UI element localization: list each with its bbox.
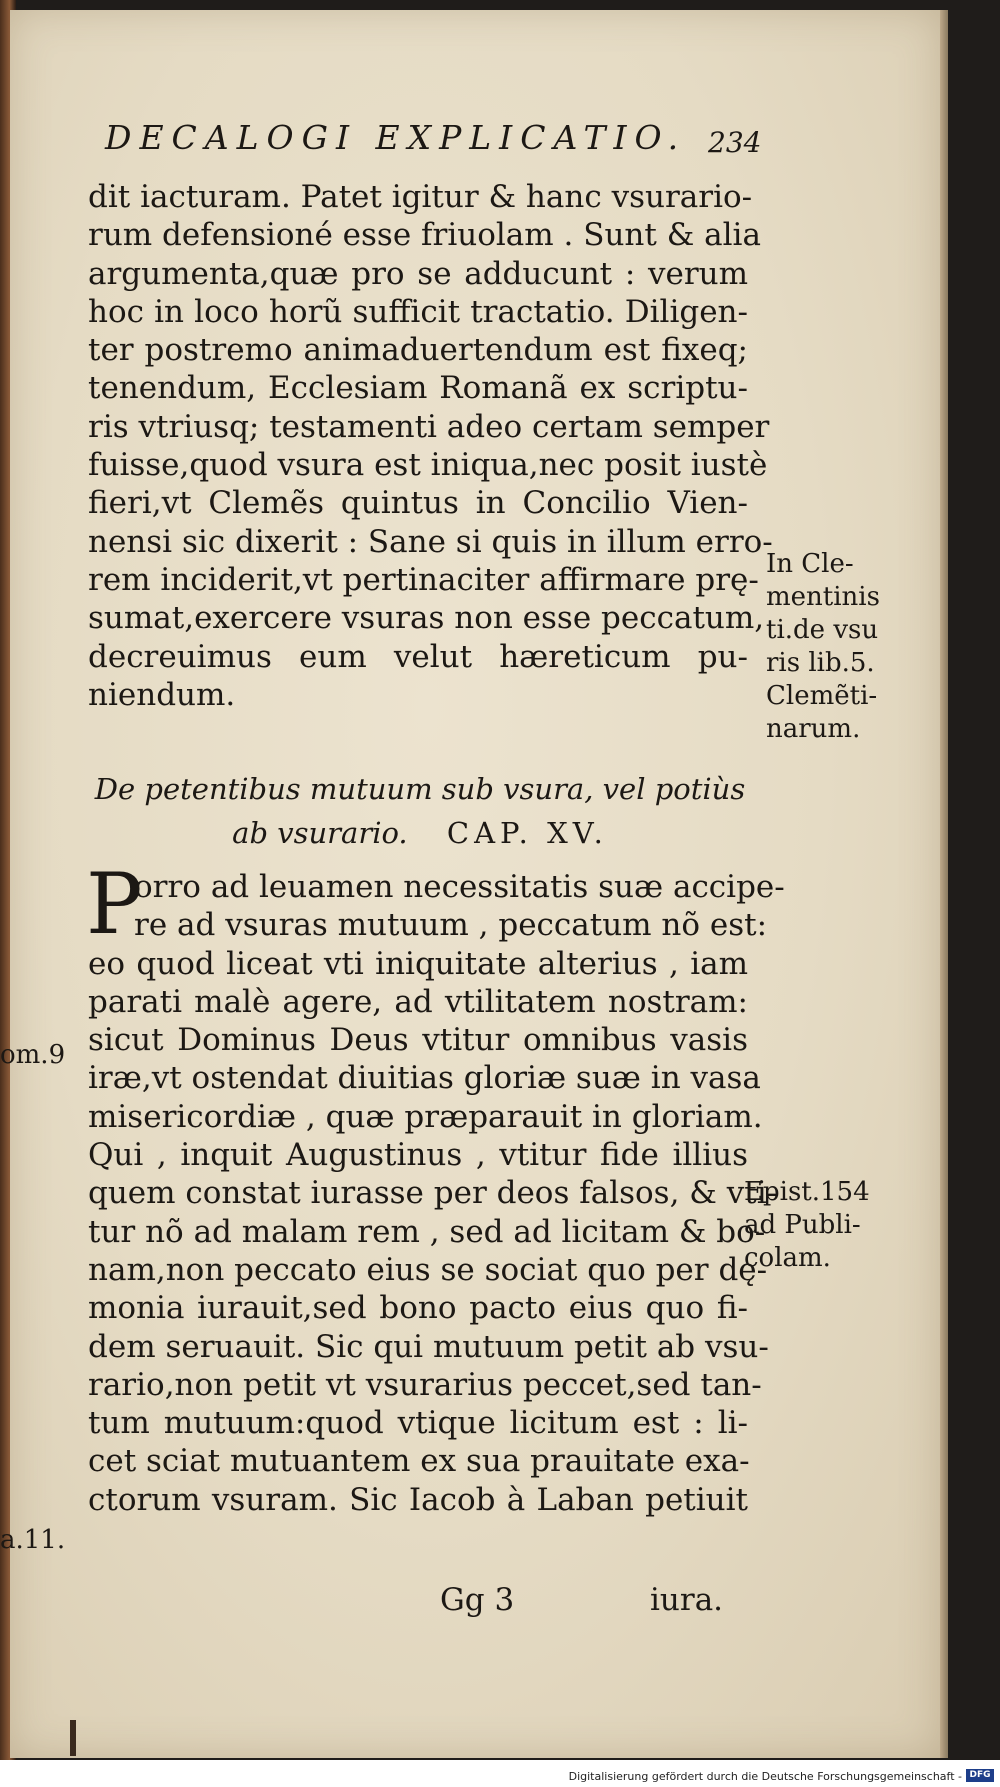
- text-line: niendum.: [88, 676, 236, 713]
- margin-note-line: narum.: [766, 714, 861, 744]
- text-line: eo quod liceat vti iniquitate alterius , iam: [88, 945, 748, 982]
- text-line: ctorum vsuram. Sic Iacob à Laban petiuit: [88, 1481, 748, 1518]
- text-line: sumat,exercere vsuras non esse peccatum,: [88, 600, 765, 637]
- text-block-body: [88, 868, 785, 1519]
- margin-note-line: colam.: [744, 1243, 831, 1273]
- margin-note-line: mentinis: [766, 582, 880, 612]
- running-head: DECALOGI EXPLICATIO.: [105, 118, 687, 157]
- margin-note-line: ti.de vsu: [766, 615, 879, 645]
- text-block-top: [88, 178, 773, 714]
- margin-note-clementinis: [766, 548, 880, 746]
- margin-note-line: In Cle-: [766, 549, 854, 579]
- text-line: misericordiæ , quæ præparauit in gloriam.: [88, 1098, 763, 1135]
- margin-note-rom: om.9: [0, 1040, 66, 1070]
- text-line: ter postremo animaduertendum est fixeq;: [88, 332, 748, 369]
- dfg-logo: DFG: [966, 1769, 994, 1782]
- text-line: rario,non petit vt vsurarius peccet,sed tan-: [88, 1366, 762, 1403]
- chapter-title: [80, 767, 760, 855]
- text-line: monia iurauit,sed bono pacto eius quo fi-: [88, 1290, 748, 1327]
- catchword: iura.: [650, 1582, 724, 1618]
- chapter-title-line2-wrap: [80, 811, 760, 855]
- margin-note-epist: [744, 1176, 870, 1275]
- text-line: rum defensioné esse friuolam . Sunt & alia: [88, 217, 761, 254]
- text-line: Qui , inquit Augustinus , vtitur fide illius: [88, 1137, 748, 1174]
- page-number: 234: [708, 126, 762, 159]
- text-line: dit iacturam. Patet igitur & hanc vsurario-: [88, 179, 753, 215]
- text-line: fuisse,quod vsura est iniqua,nec posit iustè: [88, 447, 768, 484]
- text-line: sicut Dominus Deus vtitur omnibus vasis: [88, 1022, 748, 1059]
- text-line: hoc in loco horũ sufficit tractatio. Diligen-: [88, 293, 748, 330]
- signature-mark: Gg 3: [440, 1582, 515, 1618]
- page-edge: [940, 10, 948, 1758]
- text-line: ris vtriusq; testamenti adeo certam semper: [88, 408, 770, 445]
- margin-note-line: Clemẽti-: [766, 681, 878, 711]
- chapter-title-line1: De petentibus mutuum sub vsura, vel potiùs: [94, 772, 746, 806]
- binding-mark: [70, 1720, 76, 1756]
- drop-initial: P: [86, 855, 143, 953]
- text-line: quem constat iurasse per deos falsos, & vti-: [88, 1175, 778, 1212]
- text-line: iræ,vt ostendat diuitias gloriæ suæ in vasa: [88, 1060, 761, 1097]
- margin-note-line: Epist.154: [744, 1177, 870, 1207]
- text-line: orro ad leuamen necessitatis suæ accipe-: [134, 869, 785, 905]
- chapter-title-line2: ab vsurario.: [232, 816, 408, 850]
- digitization-credit: Digitalisierung gefördert durch die Deutsche Forschungsgemeinschaft -: [568, 1770, 962, 1783]
- text-line: dem seruauit. Sic qui mutuum petit ab vsu-: [88, 1328, 769, 1365]
- text-line: tur nõ ad malam rem , sed ad licitam & bo-: [88, 1213, 766, 1250]
- margin-note-line: ad Publi-: [744, 1210, 861, 1240]
- margin-note-gen: a.11.: [0, 1525, 66, 1555]
- text-line: tenendum, Ecclesiam Romanã ex scriptu-: [88, 370, 748, 407]
- text-line: cet sciat mutuantem ex sua prauitate exa-: [88, 1443, 750, 1480]
- chapter-number: CAP. XV.: [446, 816, 608, 850]
- margin-note-line: ris lib.5.: [766, 648, 875, 678]
- text-line: rem inciderit,vt pertinaciter affirmare prę-: [88, 561, 759, 598]
- text-line: tum mutuum:quod vtique licitum est : li-: [88, 1405, 748, 1442]
- text-line: fieri,vt Clemẽs quintus in Concilio Vien-: [88, 485, 748, 522]
- text-line: re ad vsuras mutuum , peccatum nõ est:: [134, 907, 768, 944]
- text-line: argumenta,quæ pro se adducunt : verum: [88, 255, 748, 292]
- text-line: decreuimus eum velut hæreticum pu-: [88, 638, 748, 675]
- text-line: nam,non peccato eius se sociat quo per dę-: [88, 1251, 768, 1288]
- text-line: parati malè agere, ad vtilitatem nostram:: [88, 983, 748, 1020]
- text-line: nensi sic dixerit : Sane si quis in illum erro-: [88, 523, 773, 560]
